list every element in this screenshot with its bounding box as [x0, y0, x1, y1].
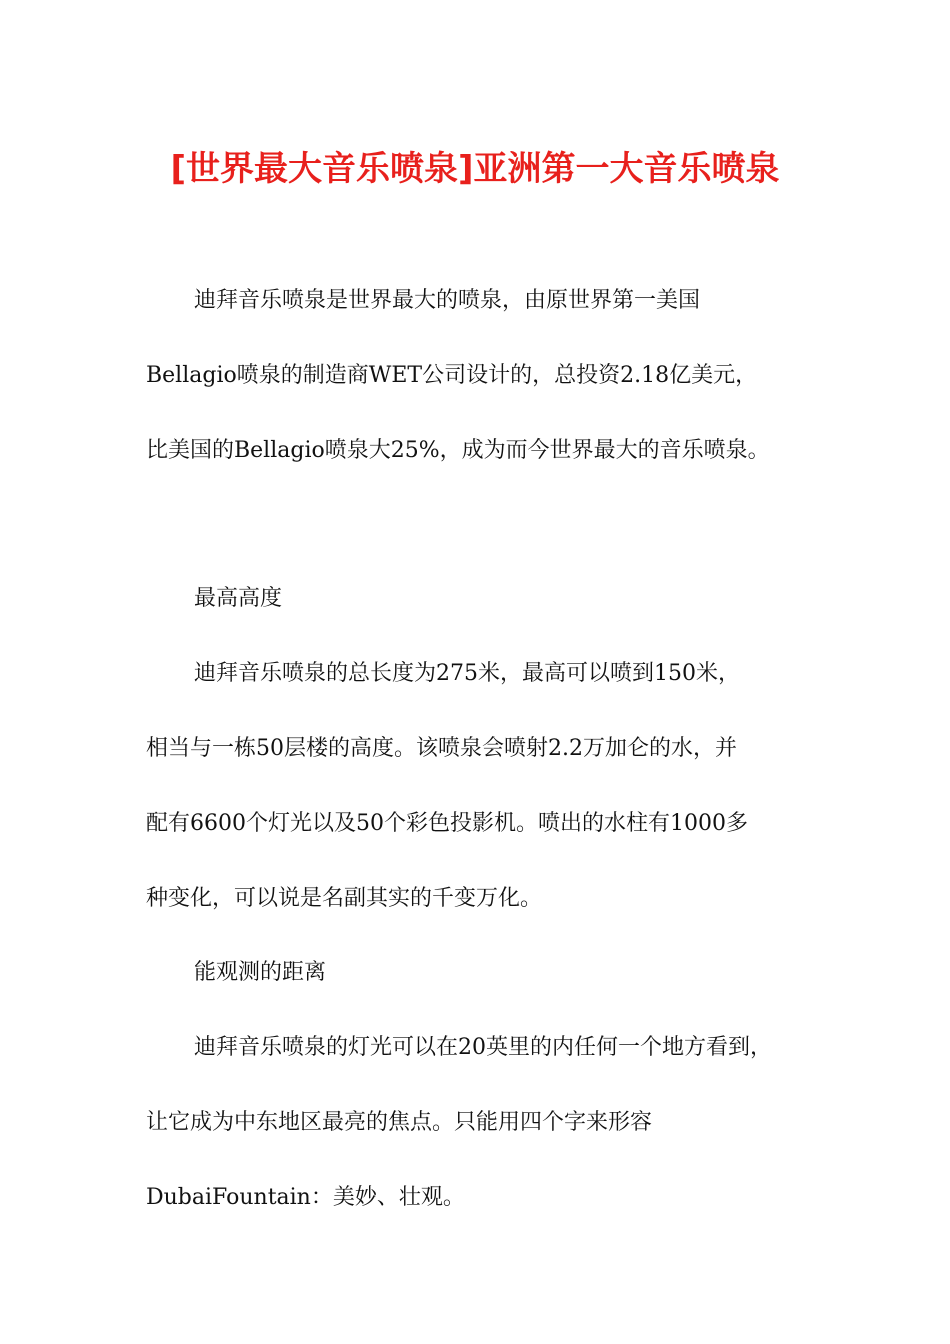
paragraph-line: DubaiFountain：美妙、壮观。: [146, 1185, 465, 1210]
paragraph-line: 迪拜音乐喷泉的总长度为275米，最高可以喷到150米，: [194, 661, 740, 686]
section-heading: 能观测的距离: [194, 960, 327, 985]
paragraph-line: 迪拜音乐喷泉是世界最大的喷泉，由原世界第一美国: [194, 288, 701, 313]
document-title: [世界最大音乐喷泉]亚洲第一大音乐喷泉: [170, 149, 780, 189]
paragraph-line: 相当与一栋50层楼的高度。该喷泉会喷射2.2万加仑的水，并: [146, 736, 737, 761]
section-heading: 最高高度: [194, 586, 283, 611]
paragraph-line: 比美国的Bellagio喷泉大25%，成为而今世界最大的音乐喷泉。: [146, 438, 770, 463]
paragraph-line: 让它成为中东地区最亮的焦点。只能用四个字来形容: [146, 1110, 653, 1135]
paragraph-line: Bellagio喷泉的制造商WET公司设计的，总投资2.18亿美元，: [146, 363, 758, 388]
paragraph-line: 迪拜音乐喷泉的灯光可以在20英里的内任何一个地方看到，: [194, 1035, 772, 1060]
paragraph-line: 配有6600个灯光以及50个彩色投影机。喷出的水柱有1000多: [146, 811, 748, 836]
paragraph-line: 种变化，可以说是名副其实的千变万化。: [146, 886, 543, 911]
